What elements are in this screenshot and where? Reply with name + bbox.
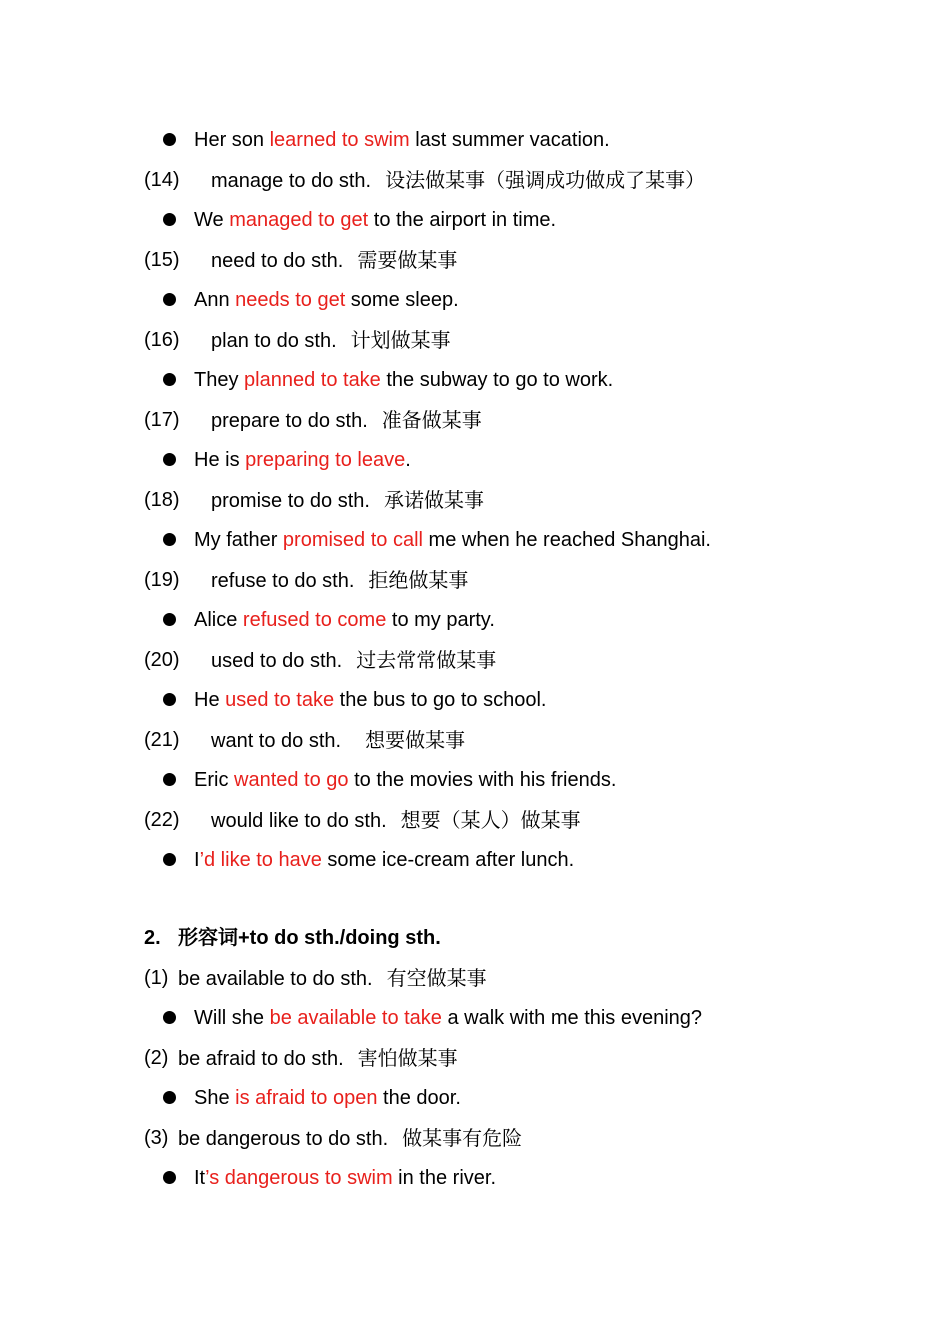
highlighted-phrase: wanted to go [234, 769, 349, 791]
item-number: (18) [144, 489, 180, 511]
bullet-icon [163, 373, 176, 386]
example-sentence: Ann needs to get some sleep. [194, 289, 459, 311]
section-number: 2. [144, 927, 161, 949]
phrase-meaning: 承诺做某事 [383, 488, 484, 512]
phrase-text: prepare to do sth. [211, 410, 368, 432]
example-sentence: He used to take the bus to go to school. [194, 689, 547, 711]
bullet-icon [163, 613, 176, 626]
example-sentence: My father promised to call me when he reached Shanghai. [194, 529, 711, 551]
example-sentence: I’d like to have some ice-cream after lunch. [194, 849, 575, 871]
phrase-text: manage to do sth. [211, 170, 372, 192]
section-title: 形容词+to do sth./doing sth. [178, 927, 441, 949]
example-sentence: She is afraid to open the door. [194, 1087, 461, 1109]
phrase-text: used to do sth. [211, 650, 343, 672]
phrase-text: would like to do sth. [211, 810, 387, 832]
bullet-icon [163, 133, 176, 146]
item-number: (19) [144, 569, 180, 591]
phrase-meaning: 计划做某事 [350, 328, 451, 352]
phrase-meaning: 害怕做某事 [357, 1046, 458, 1070]
highlighted-phrase: ’d like to have [199, 849, 322, 871]
bullet-icon [163, 773, 176, 786]
phrase-text: be dangerous to do sth. [178, 1128, 389, 1150]
item-number: (16) [144, 329, 180, 351]
example-sentence: We managed to get to the airport in time. [194, 209, 557, 231]
phrase-meaning: 过去常常做某事 [356, 648, 497, 672]
highlighted-phrase: learned to swim [269, 129, 410, 151]
phrase-text: refuse to do sth. [211, 570, 355, 592]
bullet-icon [163, 693, 176, 706]
phrase-text: plan to do sth. [211, 330, 337, 352]
bullet-icon [163, 533, 176, 546]
phrase-meaning: 需要做某事 [357, 248, 458, 272]
bullet-icon [163, 853, 176, 866]
phrase-meaning: 准备做某事 [381, 408, 482, 432]
example-sentence: Alice refused to come to my party. [194, 609, 495, 631]
highlighted-phrase: be available to take [269, 1007, 442, 1029]
highlighted-phrase: refused to come [242, 609, 387, 631]
phrase-meaning: 想要（某人）做某事 [400, 808, 581, 832]
item-number: (17) [144, 409, 180, 431]
example-sentence: It’s dangerous to swim in the river. [194, 1167, 497, 1189]
highlighted-phrase: needs to get [235, 289, 346, 311]
bullet-icon [163, 293, 176, 306]
bullet-icon [163, 1171, 176, 1184]
bullet-icon [163, 213, 176, 226]
phrase-meaning: 做某事有危险 [402, 1126, 523, 1150]
item-number: (22) [144, 809, 180, 831]
phrase-meaning: 拒绝做某事 [368, 568, 469, 592]
example-sentence: He is preparing to leave. [194, 449, 411, 471]
example-sentence: Her son learned to swim last summer vacation. [194, 129, 610, 151]
example-sentence: Will she be available to take a walk with me this evening? [194, 1007, 703, 1029]
highlighted-phrase: preparing to leave [245, 449, 406, 471]
phrase-meaning: 有空做某事 [386, 966, 487, 990]
bullet-icon [163, 1011, 176, 1024]
item-number: (1) [144, 967, 169, 989]
item-number: (3) [144, 1127, 169, 1149]
phrase-text: need to do sth. [211, 250, 344, 272]
bullet-icon [163, 1091, 176, 1104]
item-number: (15) [144, 249, 180, 271]
phrase-text: promise to do sth. [211, 490, 370, 512]
item-number: (14) [144, 169, 180, 191]
example-sentence: Eric wanted to go to the movies with his friends. [194, 769, 617, 791]
phrase-text: be afraid to do sth. [178, 1048, 344, 1070]
item-number: (21) [144, 729, 180, 751]
example-sentence: They planned to take the subway to go to work. [194, 369, 614, 391]
phrase-meaning: 设法做某事（强调成功做成了某事） [385, 168, 706, 192]
phrase-text: want to do sth. [211, 730, 342, 752]
highlighted-phrase: used to take [225, 689, 335, 711]
highlighted-phrase: planned to take [244, 369, 381, 391]
highlighted-phrase: ’s dangerous to swim [205, 1167, 393, 1189]
item-number: (2) [144, 1047, 169, 1069]
phrase-text: be available to do sth. [178, 968, 373, 990]
highlighted-phrase: promised to call [282, 529, 423, 551]
item-number: (20) [144, 649, 180, 671]
phrase-meaning: 想要做某事 [365, 728, 466, 752]
highlighted-phrase: is afraid to open [235, 1087, 378, 1109]
bullet-icon [163, 453, 176, 466]
highlighted-phrase: managed to get [229, 209, 369, 231]
